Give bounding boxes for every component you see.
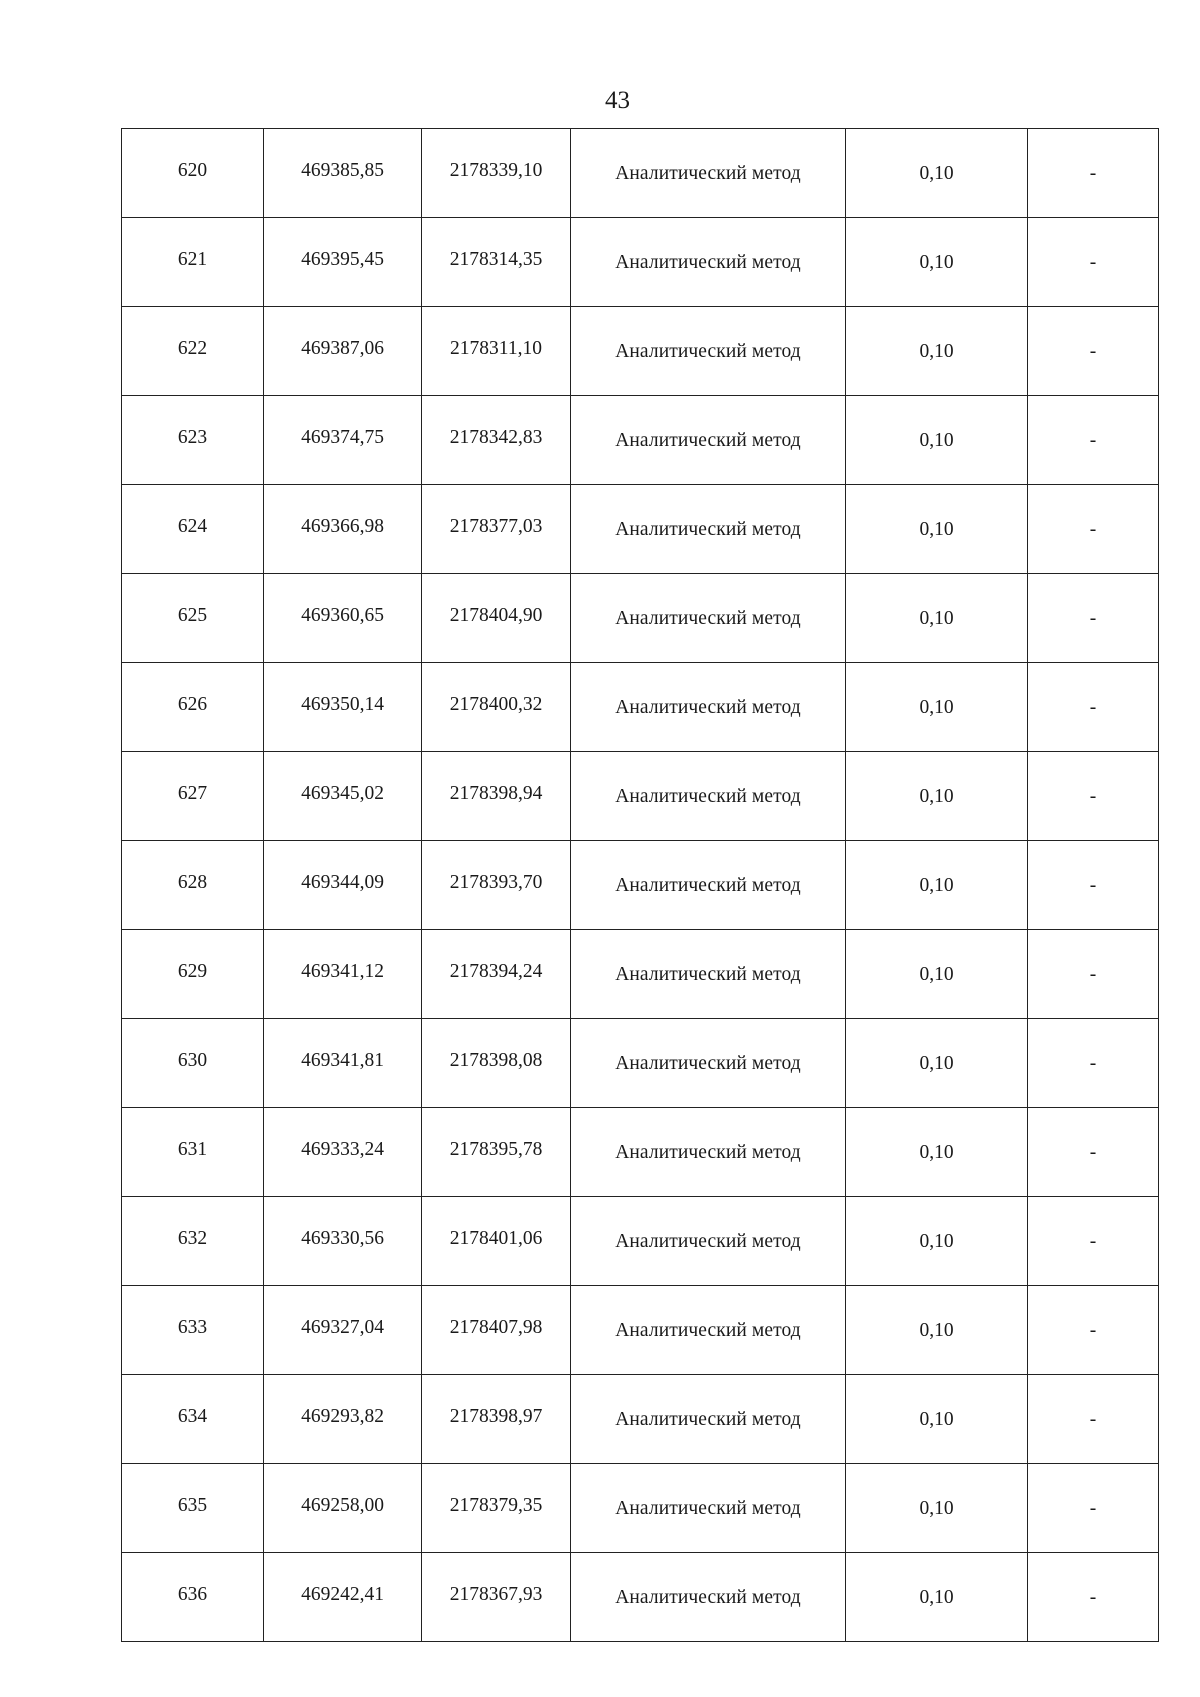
table-row — [122, 752, 1159, 841]
method-cell: Аналитический метод — [571, 129, 846, 218]
y-coordinate-cell: 2178407,98 — [422, 1286, 571, 1375]
x-coordinate-cell: 469345,02 — [264, 752, 422, 841]
note-cell: - — [1028, 1019, 1159, 1108]
y-coordinate-cell: 2178404,90 — [422, 574, 571, 663]
y-coordinate-cell: 2178377,03 — [422, 485, 571, 574]
point-number-cell: 633 — [122, 1286, 264, 1375]
accuracy-cell: 0,10 — [846, 930, 1028, 1019]
x-coordinate-cell: 469387,06 — [264, 307, 422, 396]
point-number-cell: 623 — [122, 396, 264, 485]
table-row — [122, 1553, 1159, 1642]
point-number-cell: 634 — [122, 1375, 264, 1464]
point-number-cell: 627 — [122, 752, 264, 841]
point-number-cell: 636 — [122, 1553, 264, 1642]
accuracy-cell: 0,10 — [846, 218, 1028, 307]
accuracy-cell: 0,10 — [846, 396, 1028, 485]
x-coordinate-cell: 469327,04 — [264, 1286, 422, 1375]
point-number-cell: 620 — [122, 129, 264, 218]
x-coordinate-cell: 469360,65 — [264, 574, 422, 663]
x-coordinate-cell: 469330,56 — [264, 1197, 422, 1286]
y-coordinate-cell: 2178339,10 — [422, 129, 571, 218]
y-coordinate-cell: 2178342,83 — [422, 396, 571, 485]
table-row — [122, 1197, 1159, 1286]
page-number: 43 — [605, 87, 630, 114]
method-cell: Аналитический метод — [571, 930, 846, 1019]
note-cell: - — [1028, 218, 1159, 307]
note-cell: - — [1028, 396, 1159, 485]
table-row — [122, 1019, 1159, 1108]
point-number-cell: 631 — [122, 1108, 264, 1197]
x-coordinate-cell: 469242,41 — [264, 1553, 422, 1642]
accuracy-cell: 0,10 — [846, 574, 1028, 663]
note-cell: - — [1028, 1464, 1159, 1553]
point-number-cell: 629 — [122, 930, 264, 1019]
table-row — [122, 485, 1159, 574]
method-cell: Аналитический метод — [571, 1375, 846, 1464]
y-coordinate-cell: 2178398,94 — [422, 752, 571, 841]
accuracy-cell: 0,10 — [846, 1286, 1028, 1375]
note-cell: - — [1028, 663, 1159, 752]
note-cell: - — [1028, 1553, 1159, 1642]
note-cell: - — [1028, 1286, 1159, 1375]
accuracy-cell: 0,10 — [846, 307, 1028, 396]
point-number-cell: 625 — [122, 574, 264, 663]
method-cell: Аналитический метод — [571, 396, 846, 485]
method-cell: Аналитический метод — [571, 307, 846, 396]
method-cell: Аналитический метод — [571, 485, 846, 574]
table-row — [122, 841, 1159, 930]
note-cell: - — [1028, 574, 1159, 663]
method-cell: Аналитический метод — [571, 1286, 846, 1375]
table-row — [122, 1375, 1159, 1464]
method-cell: Аналитический метод — [571, 663, 846, 752]
point-number-cell: 626 — [122, 663, 264, 752]
table-row — [122, 396, 1159, 485]
table-row — [122, 930, 1159, 1019]
y-coordinate-cell: 2178401,06 — [422, 1197, 571, 1286]
coordinates-table-body — [122, 129, 1159, 1642]
table-row — [122, 663, 1159, 752]
accuracy-cell: 0,10 — [846, 1019, 1028, 1108]
accuracy-cell: 0,10 — [846, 752, 1028, 841]
accuracy-cell: 0,10 — [846, 1108, 1028, 1197]
table-row — [122, 129, 1159, 218]
table-row — [122, 1464, 1159, 1553]
y-coordinate-cell: 2178393,70 — [422, 841, 571, 930]
y-coordinate-cell: 2178400,32 — [422, 663, 571, 752]
x-coordinate-cell: 469374,75 — [264, 396, 422, 485]
y-coordinate-cell: 2178398,08 — [422, 1019, 571, 1108]
y-coordinate-cell: 2178367,93 — [422, 1553, 571, 1642]
table-row — [122, 1286, 1159, 1375]
point-number-cell: 630 — [122, 1019, 264, 1108]
x-coordinate-cell: 469333,24 — [264, 1108, 422, 1197]
y-coordinate-cell: 2178314,35 — [422, 218, 571, 307]
x-coordinate-cell: 469366,98 — [264, 485, 422, 574]
accuracy-cell: 0,10 — [846, 841, 1028, 930]
method-cell: Аналитический метод — [571, 752, 846, 841]
coordinates-table — [121, 128, 1159, 1642]
x-coordinate-cell: 469258,00 — [264, 1464, 422, 1553]
x-coordinate-cell: 469341,12 — [264, 930, 422, 1019]
note-cell: - — [1028, 1375, 1159, 1464]
x-coordinate-cell: 469395,45 — [264, 218, 422, 307]
accuracy-cell: 0,10 — [846, 129, 1028, 218]
note-cell: - — [1028, 841, 1159, 930]
accuracy-cell: 0,10 — [846, 1197, 1028, 1286]
table-row — [122, 218, 1159, 307]
accuracy-cell: 0,10 — [846, 1375, 1028, 1464]
method-cell: Аналитический метод — [571, 218, 846, 307]
x-coordinate-cell: 469350,14 — [264, 663, 422, 752]
note-cell: - — [1028, 930, 1159, 1019]
y-coordinate-cell: 2178395,78 — [422, 1108, 571, 1197]
note-cell: - — [1028, 129, 1159, 218]
accuracy-cell: 0,10 — [846, 1464, 1028, 1553]
note-cell: - — [1028, 1197, 1159, 1286]
method-cell: Аналитический метод — [571, 1197, 846, 1286]
note-cell: - — [1028, 485, 1159, 574]
y-coordinate-cell: 2178398,97 — [422, 1375, 571, 1464]
point-number-cell: 621 — [122, 218, 264, 307]
method-cell: Аналитический метод — [571, 1464, 846, 1553]
table-row — [122, 1108, 1159, 1197]
point-number-cell: 628 — [122, 841, 264, 930]
x-coordinate-cell: 469344,09 — [264, 841, 422, 930]
y-coordinate-cell: 2178311,10 — [422, 307, 571, 396]
point-number-cell: 622 — [122, 307, 264, 396]
y-coordinate-cell: 2178394,24 — [422, 930, 571, 1019]
x-coordinate-cell: 469385,85 — [264, 129, 422, 218]
x-coordinate-cell: 469341,81 — [264, 1019, 422, 1108]
method-cell: Аналитический метод — [571, 841, 846, 930]
method-cell: Аналитический метод — [571, 1019, 846, 1108]
accuracy-cell: 0,10 — [846, 663, 1028, 752]
point-number-cell: 624 — [122, 485, 264, 574]
accuracy-cell: 0,10 — [846, 485, 1028, 574]
accuracy-cell: 0,10 — [846, 1553, 1028, 1642]
method-cell: Аналитический метод — [571, 1108, 846, 1197]
note-cell: - — [1028, 752, 1159, 841]
x-coordinate-cell: 469293,82 — [264, 1375, 422, 1464]
table-row — [122, 574, 1159, 663]
method-cell: Аналитический метод — [571, 1553, 846, 1642]
method-cell: Аналитический метод — [571, 574, 846, 663]
table-row — [122, 307, 1159, 396]
note-cell: - — [1028, 307, 1159, 396]
y-coordinate-cell: 2178379,35 — [422, 1464, 571, 1553]
point-number-cell: 632 — [122, 1197, 264, 1286]
point-number-cell: 635 — [122, 1464, 264, 1553]
note-cell: - — [1028, 1108, 1159, 1197]
